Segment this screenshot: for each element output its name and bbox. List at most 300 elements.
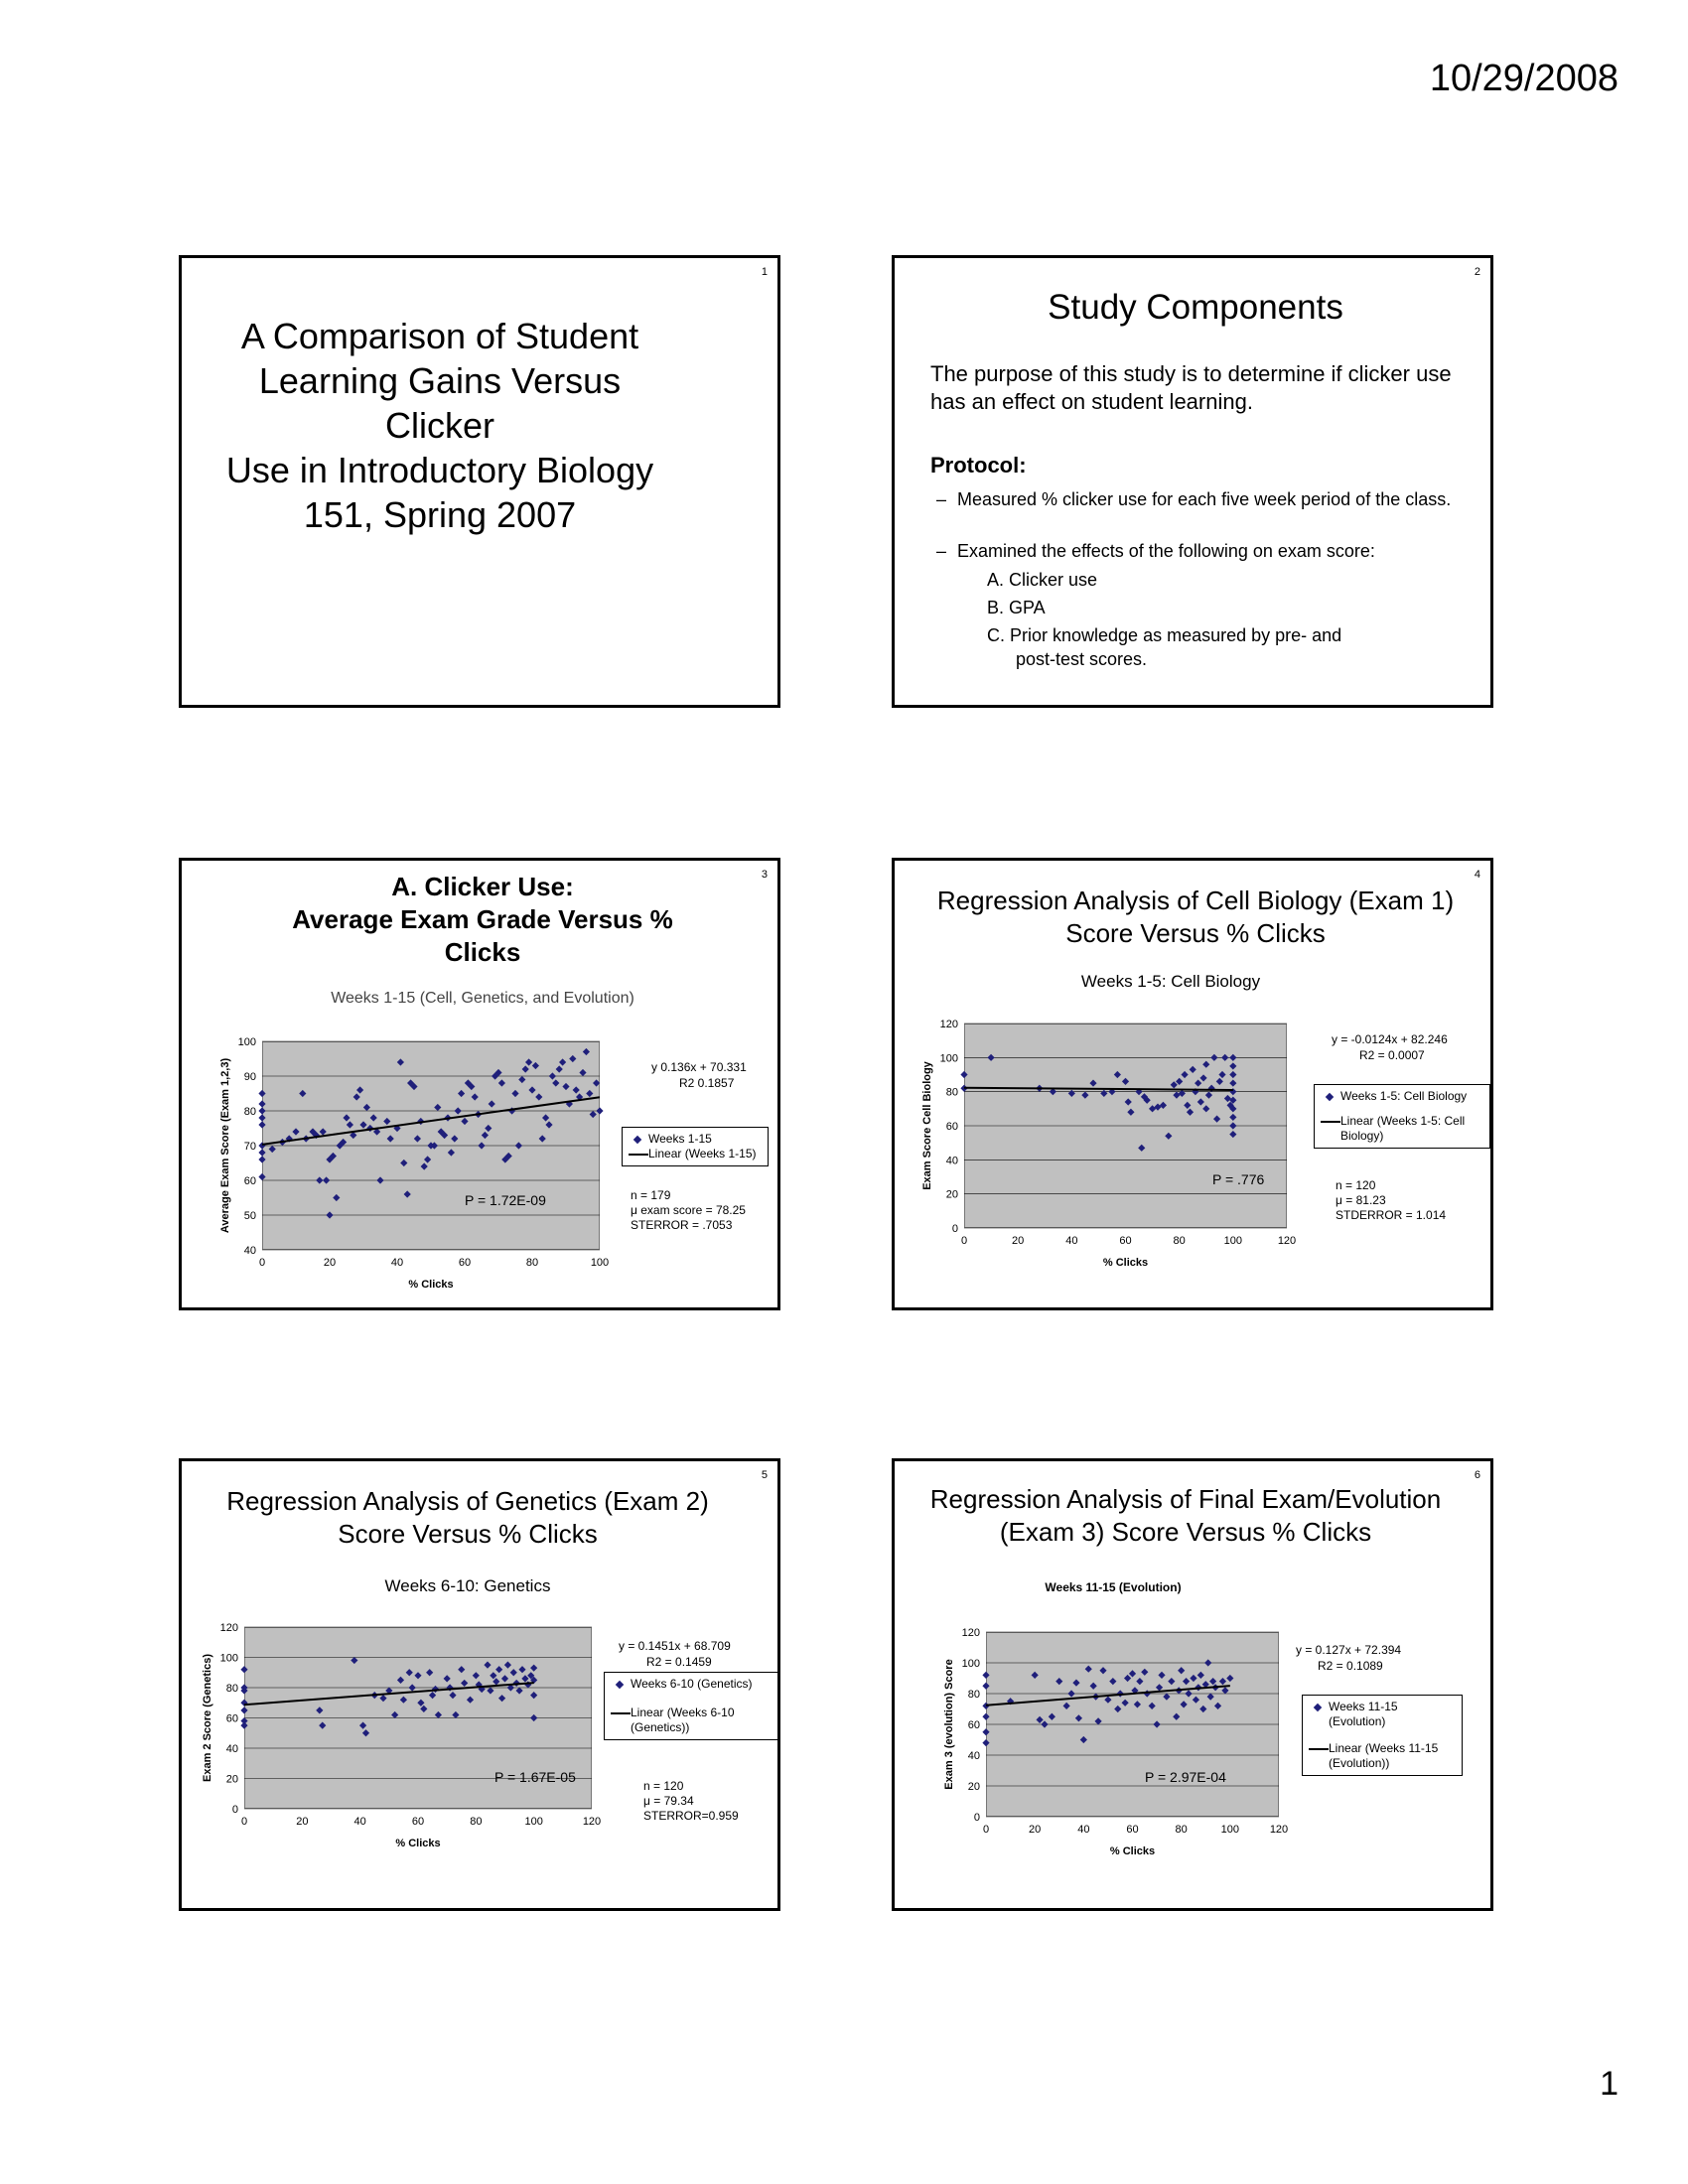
data-point: [323, 1176, 330, 1183]
data-point: [1149, 1105, 1156, 1112]
data-point: [1197, 1098, 1204, 1105]
data-point: [359, 1722, 366, 1729]
x-tick-label: 120: [582, 1816, 602, 1828]
data-point: [1122, 1700, 1129, 1706]
equation-line: y = 0.127x + 72.394: [1296, 1643, 1402, 1657]
data-point: [590, 1111, 597, 1118]
data-point: [1104, 1697, 1111, 1704]
data-point: [593, 1079, 600, 1086]
title-line: Use in Introductory Biology: [225, 450, 654, 490]
data-point: [539, 1135, 546, 1142]
data-point: [1063, 1703, 1070, 1709]
diamond-marker-icon: [1326, 1093, 1334, 1101]
data-point: [1041, 1720, 1048, 1727]
data-point: [1176, 1078, 1183, 1085]
data-point: [444, 1675, 451, 1682]
data-point: [1067, 1690, 1074, 1697]
data-point: [1163, 1694, 1170, 1701]
data-point: [376, 1176, 383, 1183]
data-point: [530, 1665, 537, 1672]
p-value: P = .776: [1212, 1171, 1265, 1187]
data-point: [1202, 1061, 1209, 1068]
data-point: [449, 1692, 456, 1699]
data-point: [1218, 1071, 1225, 1078]
data-point: [1068, 1090, 1075, 1097]
data-point: [518, 1666, 525, 1673]
data-point: [343, 1114, 350, 1121]
data-point: [292, 1128, 299, 1135]
data-point: [1213, 1116, 1220, 1123]
data-point: [562, 1083, 569, 1090]
x-tick-label: 100: [524, 1816, 543, 1828]
data-point: [542, 1114, 549, 1121]
data-point: [258, 1090, 265, 1097]
x-tick-label: 80: [470, 1816, 483, 1828]
diamond-marker-icon: [616, 1681, 624, 1689]
data-point: [356, 1086, 363, 1093]
data-point: [1181, 1071, 1188, 1078]
data-point: [559, 1058, 566, 1065]
data-point: [1185, 1690, 1192, 1697]
legend-entry: Linear (Weeks 1-15): [629, 1147, 762, 1161]
y-tick-label: 0: [951, 1223, 958, 1235]
r-squared: R2 = 0.0007: [1359, 1048, 1425, 1062]
data-point: [495, 1666, 502, 1673]
x-tick-label: 60: [1126, 1824, 1139, 1836]
data-point: [1171, 1081, 1178, 1088]
x-tick-label: 80: [525, 1257, 539, 1269]
data-point: [421, 1162, 428, 1169]
data-point: [359, 1121, 366, 1128]
data-point: [1122, 1078, 1129, 1085]
data-point: [1202, 1105, 1209, 1112]
data-point: [1207, 1694, 1214, 1701]
data-point: [1193, 1697, 1199, 1704]
x-tick-label: 60: [411, 1816, 425, 1828]
data-point: [982, 1739, 989, 1746]
data-point: [1109, 1678, 1116, 1685]
y-tick-label: 100: [219, 1652, 238, 1665]
data-point: [1229, 1054, 1236, 1061]
y-tick-label: 80: [945, 1086, 958, 1099]
data-point: [573, 1086, 580, 1093]
data-point: [569, 1055, 576, 1062]
data-point: [452, 1711, 459, 1718]
data-point: [467, 1697, 474, 1704]
slide-5: [179, 1458, 780, 1911]
data-point: [1090, 1683, 1097, 1690]
data-point: [492, 1678, 499, 1685]
data-point: [530, 1714, 537, 1721]
data-point: [1138, 1145, 1145, 1152]
y-tick-label: 0: [973, 1812, 980, 1824]
data-point: [1178, 1667, 1185, 1674]
data-point: [1089, 1079, 1096, 1086]
y-tick-label: 0: [231, 1804, 238, 1816]
stat-line: STDERROR = 1.014: [1336, 1208, 1447, 1222]
data-point: [383, 1118, 390, 1125]
data-point: [426, 1669, 433, 1676]
r-squared: R2 0.1857: [679, 1076, 735, 1090]
x-tick-label: 60: [458, 1257, 472, 1269]
legend-entry: Weeks 6-10 (Genetics): [611, 1677, 772, 1692]
regression-equation: [1332, 1031, 1448, 1063]
x-axis-label: % Clicks: [1102, 1257, 1149, 1269]
x-tick-label: 40: [353, 1816, 366, 1828]
data-point: [552, 1079, 559, 1086]
data-point: [1134, 1701, 1141, 1707]
data-point: [434, 1104, 441, 1111]
data-point: [1229, 1131, 1236, 1138]
data-point: [579, 1069, 586, 1076]
x-tick-label: 0: [982, 1824, 990, 1836]
data-point: [472, 1093, 479, 1100]
y-axis-label: Exam Score Cell Biology: [921, 1061, 933, 1190]
stat-line: n = 120: [643, 1779, 684, 1793]
slide-title: Study Components: [1048, 288, 1343, 327]
data-point: [448, 1149, 455, 1156]
data-point: [269, 1146, 276, 1153]
data-point: [435, 1711, 442, 1718]
y-tick-label: 20: [225, 1773, 238, 1786]
title-line: (Exam 3) Score Versus % Clicks: [999, 1517, 1372, 1547]
y-axis-label: Exam 3 (evolution) Score: [943, 1659, 955, 1790]
data-point: [1173, 1713, 1180, 1720]
data-point: [455, 1107, 462, 1114]
data-point: [1195, 1079, 1201, 1086]
data-point: [1085, 1666, 1092, 1673]
data-point: [1187, 1109, 1194, 1116]
data-point: [1049, 1713, 1055, 1720]
data-point: [1168, 1678, 1175, 1685]
y-tick-label: 60: [243, 1175, 256, 1187]
data-point: [549, 1072, 556, 1079]
title-line: Average Exam Grade Versus %: [292, 904, 673, 934]
data-point: [1099, 1667, 1106, 1674]
slide-number: 5: [761, 1469, 768, 1481]
data-point: [1072, 1680, 1079, 1687]
regression-equation: [619, 1638, 731, 1670]
data-point: [379, 1695, 386, 1702]
data-point: [1100, 1090, 1107, 1097]
data-point: [258, 1114, 265, 1121]
y-tick-label: 100: [237, 1036, 256, 1048]
data-point: [1080, 1736, 1087, 1743]
x-tick-label: 0: [240, 1816, 248, 1828]
data-point: [299, 1090, 306, 1097]
slide-1: [179, 255, 780, 708]
data-point: [458, 1666, 465, 1673]
data-point: [1224, 1095, 1231, 1102]
y-tick-label: 100: [961, 1658, 980, 1670]
data-point: [1154, 1104, 1161, 1111]
data-point: [1209, 1678, 1216, 1685]
data-point: [370, 1114, 377, 1121]
data-point: [417, 1700, 424, 1706]
data-point: [1129, 1670, 1136, 1677]
data-point: [1160, 1102, 1167, 1109]
data-point: [535, 1093, 542, 1100]
slide-title: [211, 314, 668, 537]
stat-line: n = 179: [631, 1188, 671, 1202]
title-line: Learning Gains Versus Clicker: [258, 360, 622, 446]
sub-item: C. Prior knowledge as measured by pre- and: [987, 625, 1342, 645]
y-tick-label: 60: [967, 1719, 980, 1731]
data-point: [363, 1104, 370, 1111]
chart-legend: [1314, 1084, 1490, 1149]
data-point: [1055, 1678, 1062, 1685]
data-point: [1221, 1054, 1228, 1061]
slide-4: [892, 858, 1493, 1310]
data-point: [258, 1156, 265, 1162]
data-point: [1229, 1114, 1236, 1121]
stat-line: STERROR = .7053: [631, 1218, 733, 1232]
trendline: [262, 1097, 600, 1145]
data-point: [1075, 1714, 1082, 1721]
slide-number: 1: [761, 266, 768, 278]
x-tick-label: 40: [390, 1257, 404, 1269]
r-squared: R2 = 0.1089: [1318, 1659, 1383, 1673]
stat-line: μ exam score = 78.25: [631, 1203, 746, 1217]
y-axis-label: Average Exam Score (Exam 1,2,3): [219, 1057, 231, 1234]
data-point: [320, 1128, 327, 1135]
data-point: [1184, 1102, 1191, 1109]
data-point: [409, 1684, 416, 1691]
data-point: [518, 1076, 525, 1083]
data-point: [515, 1142, 522, 1149]
data-point: [1210, 1054, 1217, 1061]
data-point: [258, 1149, 265, 1156]
y-tick-label: 40: [225, 1743, 238, 1755]
y-tick-label: 20: [967, 1781, 980, 1793]
data-point: [1214, 1703, 1221, 1709]
x-tick-label: 100: [590, 1257, 610, 1269]
regression-equation: [651, 1059, 747, 1091]
data-point: [982, 1672, 989, 1679]
data-point: [414, 1672, 421, 1679]
regression-equation: [1296, 1642, 1401, 1674]
data-point: [1181, 1701, 1188, 1707]
data-point: [1158, 1672, 1165, 1679]
data-point: [420, 1706, 427, 1712]
data-point: [333, 1194, 340, 1201]
data-point: [397, 1677, 404, 1684]
data-point: [400, 1697, 407, 1704]
data-point: [982, 1713, 989, 1720]
slide-6: [892, 1458, 1493, 1911]
x-tick-label: 20: [323, 1257, 337, 1269]
title-line: Regression Analysis of Final Exam/Evolution: [929, 1484, 1442, 1514]
data-point: [1114, 1071, 1121, 1078]
data-point: [583, 1048, 590, 1055]
data-point: [1141, 1669, 1148, 1676]
y-tick-label: 40: [243, 1245, 256, 1257]
data-point: [1149, 1703, 1156, 1709]
slide-number: 3: [761, 869, 768, 881]
data-point: [490, 1672, 496, 1679]
x-tick-label: 120: [1269, 1824, 1289, 1836]
data-point: [1229, 1079, 1236, 1086]
y-tick-label: 20: [945, 1188, 958, 1201]
data-point: [528, 1086, 535, 1093]
summary-stats: [1336, 1178, 1446, 1223]
slide-2: [892, 255, 1493, 708]
chart-title: Weeks 1-15 (Cell, Genetics, and Evolution): [331, 990, 634, 1007]
x-tick-label: 0: [258, 1257, 266, 1269]
data-point: [987, 1054, 994, 1061]
y-axis-label: Exam 2 Score (Genetics): [202, 1653, 213, 1783]
x-tick-label: 0: [960, 1235, 968, 1247]
data-point: [556, 1065, 563, 1072]
scatter-chart: [895, 1461, 1496, 1914]
legend-entry: Linear (Weeks 1-5: Cell Biology): [1321, 1114, 1483, 1144]
x-tick-label: 40: [1077, 1824, 1090, 1836]
data-point: [982, 1683, 989, 1690]
title-line: Regression Analysis of Cell Biology (Exam 1): [936, 886, 1455, 915]
data-point: [487, 1687, 493, 1694]
y-tick-label: 40: [967, 1750, 980, 1762]
data-point: [461, 1680, 468, 1687]
data-point: [515, 1687, 522, 1694]
title-line: Regression Analysis of Genetics (Exam 2): [226, 1486, 709, 1516]
data-point: [240, 1706, 247, 1713]
data-point: [1229, 1062, 1236, 1069]
sub-item: B. GPA: [987, 598, 1046, 617]
data-point: [1094, 1717, 1101, 1724]
slide-number: 2: [1474, 266, 1480, 278]
stat-line: STERROR=0.959: [643, 1809, 739, 1823]
data-point: [458, 1090, 465, 1097]
data-point: [596, 1107, 603, 1114]
y-tick-label: 120: [939, 1019, 958, 1030]
data-point: [258, 1173, 265, 1180]
chart-title: Weeks 1-5: Cell Biology: [1080, 972, 1261, 991]
data-point: [1221, 1687, 1228, 1694]
slide-number: 6: [1474, 1469, 1480, 1481]
diamond-marker-icon: [1314, 1704, 1322, 1711]
data-point: [351, 1657, 357, 1664]
data-point: [1081, 1092, 1088, 1099]
data-point: [258, 1107, 265, 1114]
data-point: [485, 1125, 492, 1132]
y-tick-label: 50: [243, 1210, 256, 1222]
data-point: [1136, 1678, 1143, 1685]
slide-3: [179, 858, 780, 1310]
line-marker-icon: [629, 1154, 648, 1156]
data-point: [504, 1662, 511, 1669]
page-number: 1: [1600, 2065, 1618, 2103]
data-point: [586, 1090, 593, 1097]
y-tick-label: 40: [945, 1155, 958, 1167]
x-tick-label: 20: [1012, 1235, 1025, 1247]
legend-entry: Linear (Weeks 6-10 (Genetics)): [611, 1706, 772, 1735]
y-tick-label: 60: [225, 1712, 238, 1725]
page-date: 10/29/2008: [1429, 58, 1618, 99]
slide-number: 4: [1474, 869, 1480, 881]
data-point: [473, 1672, 480, 1679]
x-tick-label: 80: [1173, 1235, 1186, 1247]
title-line: Score Versus % Clicks: [338, 1519, 598, 1549]
data-point: [461, 1118, 468, 1125]
y-tick-label: 120: [219, 1622, 238, 1634]
data-point: [1114, 1706, 1121, 1712]
r-squared: R2 = 0.1459: [646, 1655, 712, 1669]
data-point: [319, 1722, 326, 1729]
data-point: [362, 1729, 369, 1736]
data-point: [510, 1669, 517, 1676]
data-point: [1229, 1122, 1236, 1129]
data-point: [1199, 1706, 1206, 1712]
sub-item-continued: post-test scores.: [1016, 649, 1148, 669]
sub-item: A. Clicker use: [987, 570, 1098, 590]
legend-entry: Weeks 11-15 (Evolution): [1309, 1700, 1456, 1729]
data-point: [404, 1190, 411, 1197]
equation-line: y = 0.1451x + 68.709: [619, 1639, 731, 1653]
data-point: [1183, 1678, 1190, 1685]
x-tick-label: 20: [296, 1816, 309, 1828]
title-line: Clicks: [444, 937, 521, 967]
x-tick-label: 60: [1119, 1235, 1132, 1247]
stat-line: μ = 79.34: [643, 1794, 694, 1808]
x-axis-label: % Clicks: [395, 1838, 441, 1849]
data-point: [484, 1662, 491, 1669]
y-tick-label: 90: [243, 1071, 256, 1083]
data-point: [521, 1675, 528, 1682]
intro-text: The purpose of this study is to determine if clicker use has an effect on student learning.: [930, 361, 1452, 414]
legend-entry: Weeks 1-5: Cell Biology: [1321, 1089, 1483, 1104]
data-point: [511, 1090, 518, 1097]
data-point: [424, 1156, 431, 1162]
data-point: [498, 1695, 505, 1702]
summary-stats: [643, 1779, 739, 1824]
data-point: [1197, 1672, 1204, 1679]
data-point: [545, 1121, 552, 1128]
data-point: [353, 1093, 360, 1100]
data-point: [1173, 1092, 1180, 1099]
p-value: P = 2.97E-04: [1145, 1769, 1226, 1785]
data-point: [960, 1071, 967, 1078]
data-point: [498, 1079, 505, 1086]
stat-line: μ = 81.23: [1336, 1193, 1386, 1207]
data-point: [1032, 1672, 1039, 1679]
data-point: [1036, 1716, 1043, 1723]
data-point: [347, 1121, 353, 1128]
line-marker-icon: [1321, 1121, 1340, 1123]
legend-entry: Linear (Weeks 11-15 (Evolution)): [1309, 1741, 1456, 1771]
y-tick-label: 80: [225, 1683, 238, 1695]
diamond-marker-icon: [633, 1136, 641, 1144]
p-value: P = 1.72E-09: [465, 1192, 546, 1208]
data-point: [451, 1135, 458, 1142]
x-tick-label: 100: [1220, 1824, 1240, 1836]
data-point: [1125, 1098, 1132, 1105]
line-marker-icon: [1309, 1748, 1329, 1750]
y-tick-label: 60: [945, 1121, 958, 1133]
data-point: [326, 1211, 333, 1218]
title-line: 151, Spring 2007: [303, 494, 577, 535]
data-point: [1205, 1092, 1212, 1099]
data-point: [397, 1058, 404, 1065]
data-point: [1165, 1133, 1172, 1140]
equation-line: y 0.136x + 70.331: [651, 1060, 747, 1074]
x-tick-label: 40: [1065, 1235, 1078, 1247]
stat-line: n = 120: [1336, 1178, 1376, 1192]
data-point: [414, 1135, 421, 1142]
data-point: [1153, 1720, 1160, 1727]
p-value: P = 1.67E-05: [494, 1769, 576, 1785]
summary-stats: [631, 1188, 746, 1233]
x-tick-label: 120: [1277, 1235, 1297, 1247]
